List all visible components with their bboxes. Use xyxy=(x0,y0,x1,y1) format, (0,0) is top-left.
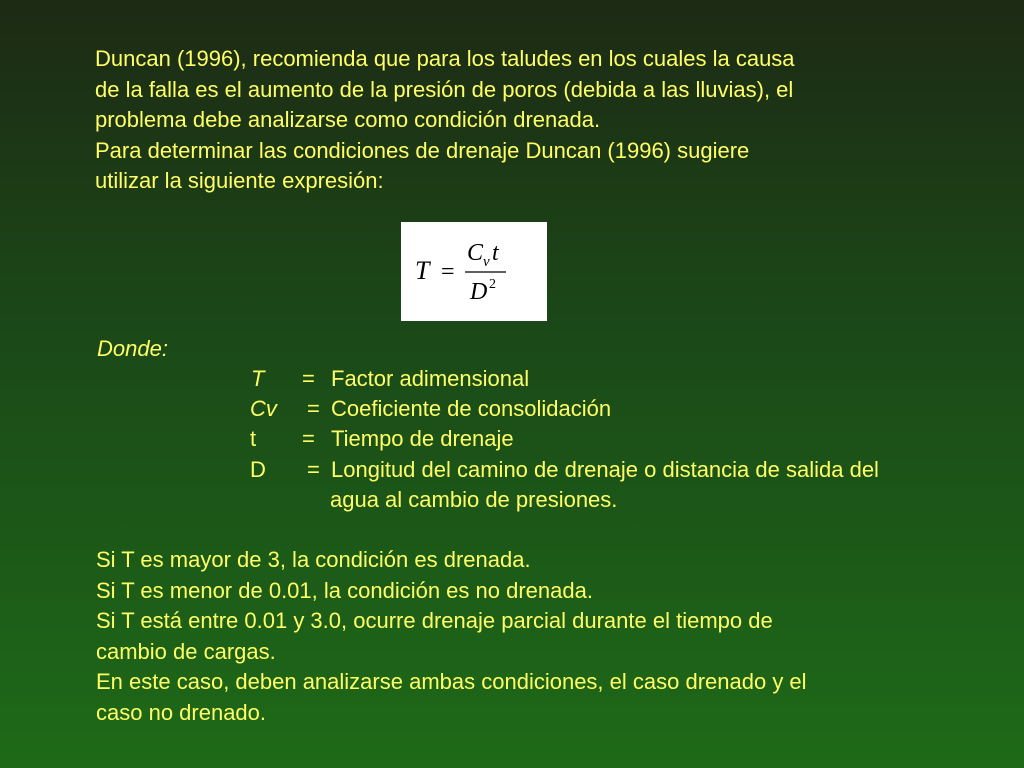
condition-line-4: cambio de cargas. xyxy=(96,638,276,664)
formula-lhs: T xyxy=(415,256,430,285)
definition-description: Factor adimensional xyxy=(331,366,530,391)
condition-line-3: Si T está entre 0.01 y 3.0, ocurre drenaje parcial durante el tiempo de xyxy=(96,608,773,633)
definition-description-continuation: agua al cambio de presiones. xyxy=(330,487,618,512)
definition-equals: = xyxy=(302,366,315,391)
definition-description: Tiempo de drenaje xyxy=(331,426,514,451)
condition-line-5: En este caso, deben analizarse ambas condiciones, el caso drenado y el xyxy=(96,669,807,694)
condition-line-1: Si T es mayor de 3, la condición es drenada. xyxy=(96,547,531,572)
definition-symbol: T xyxy=(251,366,265,391)
formula-numerator-c: C xyxy=(467,240,484,266)
formula-image xyxy=(401,222,547,321)
formula-svg xyxy=(401,222,547,321)
definition-row xyxy=(0,394,1024,424)
definition-row xyxy=(0,455,1024,515)
formula-numerator-subscript: v xyxy=(483,254,490,270)
intro-line-2: de la falla es el aumento de la presión de poros (debida a las lluvias), el xyxy=(95,76,794,102)
intro-line-4: Para determinar las condiciones de drenaje Duncan (1996) sugiere xyxy=(95,137,750,163)
intro-line-1: Duncan (1996), recomienda que para los taludes en los cuales la causa xyxy=(95,46,795,71)
definition-description: Coeficiente de consolidación xyxy=(331,396,612,421)
condition-line-6: caso no drenado. xyxy=(96,699,267,725)
intro-line-5: utilizar la siguiente expresión: xyxy=(95,168,384,193)
definition-equals: = xyxy=(302,426,315,451)
donde-label: Donde: xyxy=(97,336,168,361)
definition-symbol: Cv xyxy=(250,396,277,421)
intro-paragraph xyxy=(95,44,945,197)
formula-equals: = xyxy=(441,259,455,285)
definition-symbol: t xyxy=(250,426,257,451)
definition-equals: = xyxy=(307,457,320,482)
formula-numerator-t: t xyxy=(492,240,499,266)
definition-row xyxy=(0,364,1024,394)
conditions-paragraph xyxy=(96,545,956,728)
definition-equals: = xyxy=(307,396,320,421)
definition-description: Longitud del camino de drenaje o distancia de salida del xyxy=(331,457,879,482)
condition-line-2: Si T es menor de 0.01, la condición es no drenada. xyxy=(96,577,593,603)
definition-row xyxy=(0,424,1024,454)
formula-denominator-exponent: 2 xyxy=(489,277,496,292)
intro-line-3: problema debe analizarse como condición drenada. xyxy=(95,107,601,132)
definition-symbol: D xyxy=(250,457,266,482)
formula-denominator-d: D xyxy=(470,279,488,305)
